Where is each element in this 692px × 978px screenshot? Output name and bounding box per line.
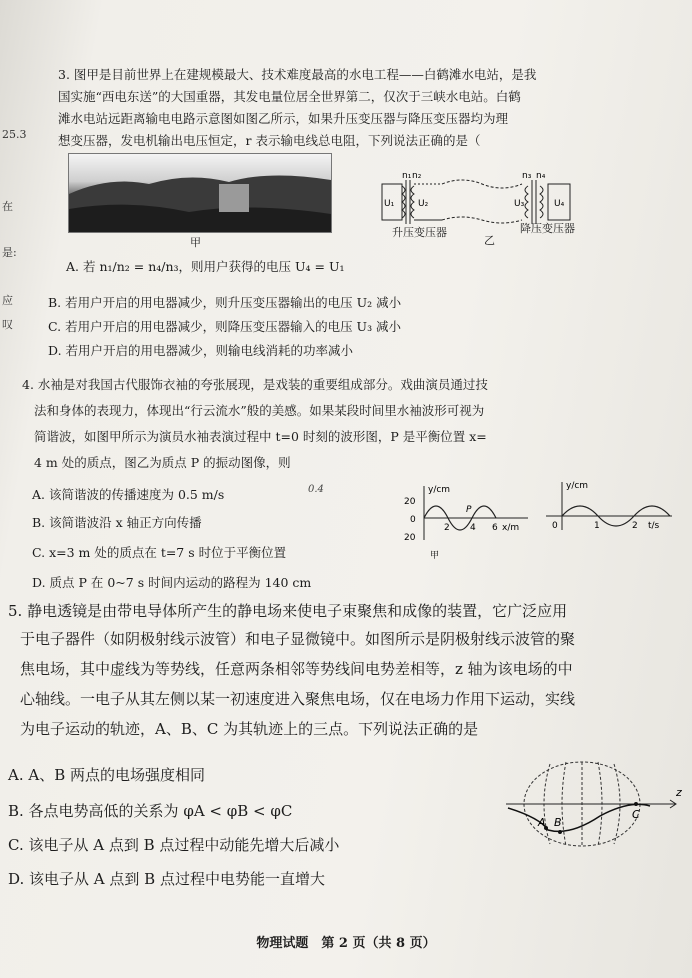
u1-label: U₁ [384, 199, 395, 209]
n2-label: n₂ [412, 171, 422, 181]
graph-b-tick: 2 [632, 521, 638, 531]
n1-label: n₁ [402, 171, 412, 181]
q5-option-c: C. 该电子从 A 点到 B 点过程中动能先增大后减小 [8, 836, 340, 854]
graph-a-tick: 2 [444, 523, 450, 533]
q4-option-b: B. 该简谐波沿 x 轴正方向传播 [32, 515, 202, 530]
q3-line: 想变压器，发电机输出电压恒定，r 表示输电线总电阻，下列说法正确的是（ [58, 133, 481, 148]
q4-option-d: D. 质点 P 在 0~7 s 时间内运动的路程为 140 cm [32, 575, 312, 590]
photo-caption: 甲 [190, 236, 201, 249]
q5-line: 为电子运动的轨迹，A、B、C 为其轨迹上的三点。下列说法正确的是 [20, 720, 479, 738]
wave-graph-a [400, 480, 530, 562]
q5-option-a: A. A、B 两点的电场强度相同 [8, 766, 205, 784]
electrostatic-lens-figure [500, 756, 686, 866]
graph-a-tick: 6 [492, 523, 498, 533]
q4-line: 4. 水袖是对我国古代服饰衣袖的夸张展现，是戏装的重要组成部分。戏曲演员通过技 [22, 377, 488, 392]
q5-option-b: B. 各点电势高低的关系为 φA < φB < φC [8, 802, 293, 820]
graph-a-ylabel: y/cm [428, 485, 451, 495]
electron-trajectory [508, 804, 650, 831]
point-b-label: B [554, 816, 562, 829]
q5-line: 焦电场，其中虚线为等势线，任意两条相邻等势线间电势差相等，z 轴为该电场的中 [20, 660, 573, 678]
step-down-label: 降压变压器 [520, 222, 575, 235]
margin-fragment: 在 [2, 200, 13, 213]
q3-option-a: A. 若 n₁/n₂ = n₄/n₃，则用户获得的电压 U₄ = U₁ [66, 259, 345, 274]
graph-a-y-zero: 0 [410, 515, 416, 525]
q4-line: 法和身体的表现力，体现出“行云流水”般的美感。如果某段时间里水袖波形可视为 [34, 403, 485, 418]
n3-label: n₃ [522, 171, 532, 181]
graph-a-y-pos: 20 [404, 497, 416, 507]
q3-option-b: B. 若用户开启的用电器减少，则升压变压器输出的电压 U₂ 减小 [48, 295, 402, 310]
q4-option-c: C. x=3 m 处的质点在 t=7 s 时位于平衡位置 [32, 545, 287, 560]
graph-b-ylabel: y/cm [566, 481, 589, 491]
q4-option-a: A. 该简谐波的传播速度为 0.5 m/s [32, 487, 225, 502]
graph-b-tlabel: t/s [648, 521, 660, 531]
q3-option-d: D. 若用户开启的用电器减少，则输电线消耗的功率减小 [48, 343, 354, 358]
margin-fragment: 25.3 [2, 128, 27, 141]
graph-a-xlabel: x/m [502, 523, 520, 533]
q5-line: 于电子器件（如阴极射线示波管）和电子显微镜中。如图所示是阴极射线示波管的聚 [20, 630, 576, 648]
q5-line: 心轴线。一电子从其左侧以某一初速度进入聚焦电场，仅在电场力作用下运动，实线 [20, 690, 576, 708]
n4-label: n₄ [536, 171, 546, 181]
u2-label: U₂ [418, 199, 429, 209]
graph-a-tick: 4 [470, 523, 476, 533]
vibration-graph-b [540, 476, 680, 536]
q3-line: 3. 图甲是目前世界上在建规模最大、技术难度最高的水电工程——白鹤滩水电站，是我 [58, 67, 537, 82]
point-a-label: A [538, 816, 546, 829]
q3-option-c: C. 若用户开启的用电器减少，则降压变压器输入的电压 U₃ 减小 [48, 319, 402, 334]
hydropower-photo [68, 153, 332, 233]
margin-fragment: 应 [2, 294, 13, 307]
u3-label: U₃ [514, 199, 525, 209]
graph-a-y-neg: 20 [404, 533, 416, 543]
page-footer: 物理试题 第 2 页（共 8 页） [256, 936, 436, 951]
q3-line: 国实施“西电东送”的大国重器，其发电量位居全世界第二，仅次于三峡水电站。白鹤 [58, 89, 521, 104]
q4-line: 4 m 处的质点，图乙为质点 P 的振动图像，则 [34, 455, 291, 470]
fig2-caption: 乙 [484, 234, 495, 247]
z-axis-label: z [676, 786, 682, 799]
margin-fragment: 是: [2, 246, 17, 259]
q4-line: 简谐波，如图甲所示为演员水袖表演过程中 t=0 时刻的波形图，P 是平衡位置 x= [34, 429, 487, 444]
photo-scene [69, 154, 331, 232]
step-up-label: 升压变压器 [392, 226, 447, 239]
u4-label: U₄ [554, 199, 565, 209]
q3-line: 滩水电站远距离输电电路示意图如图乙所示，如果升压变压器与降压变压器均为理 [58, 111, 509, 126]
handwritten-note: 0.4 [308, 484, 324, 495]
q5-option-d: D. 该电子从 A 点到 B 点过程中电势能一直增大 [8, 870, 325, 888]
margin-fragment: 叹 [2, 318, 13, 331]
q5-line: 5. 静电透镜是由带电导体所产生的静电场来使电子束聚焦和成像的装置，它广泛应用 [8, 602, 568, 620]
graph-b-y-zero: 0 [552, 521, 558, 531]
point-c-label: C [632, 808, 640, 821]
graph-b-tick: 1 [594, 521, 600, 531]
point-p-label: P [466, 505, 472, 515]
graph-a-caption: 甲 [430, 551, 440, 561]
